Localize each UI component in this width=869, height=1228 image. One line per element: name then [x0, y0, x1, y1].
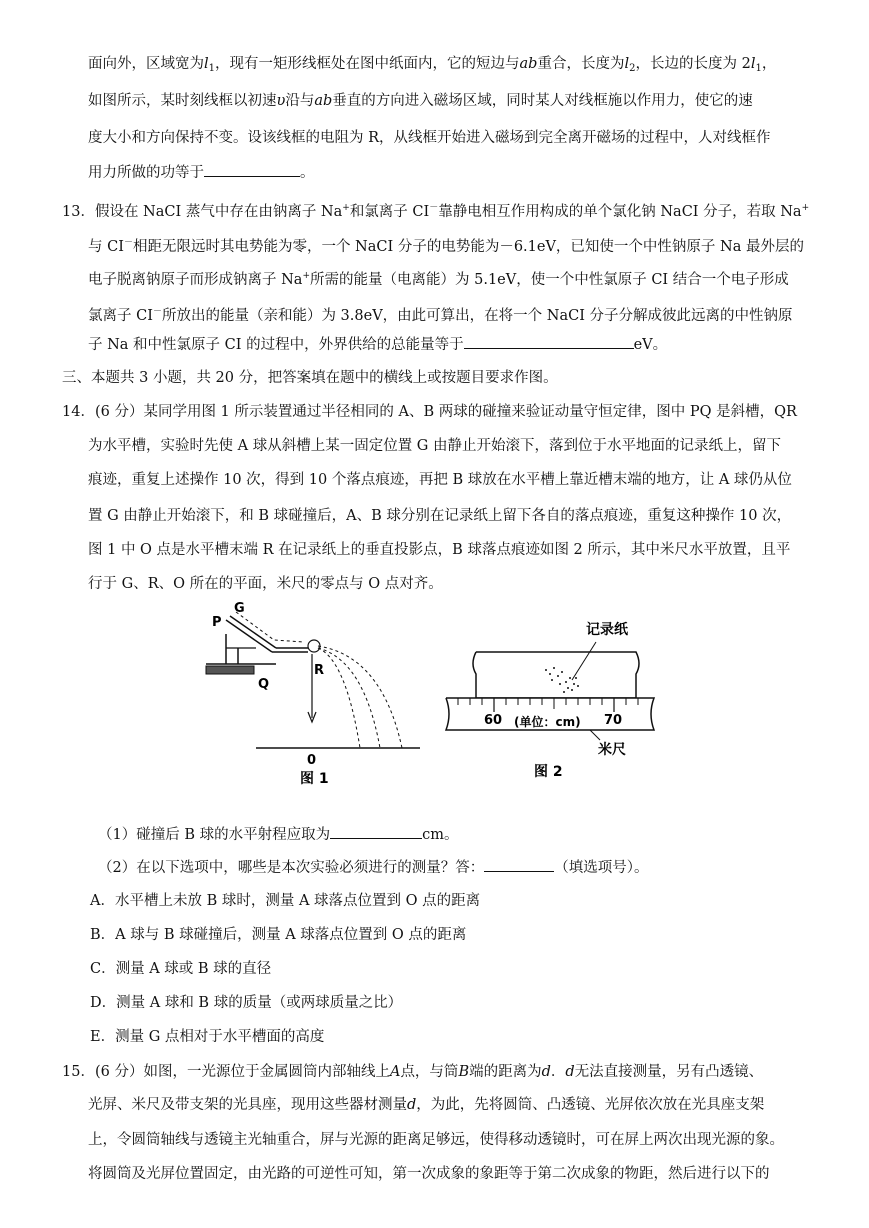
- superscript: －: [429, 203, 439, 213]
- option-a: A．水平槽上未放 B 球时，测量 A 球落点位置到 O 点的距离: [90, 893, 481, 909]
- p13-line-4: [88, 302, 793, 326]
- label-ruler: 米尺: [598, 742, 626, 758]
- text: （2）在以下选项中，哪些是本次实验必须进行的测量？答：: [98, 860, 485, 876]
- text: 如图所示，某时刻线框以初速: [88, 93, 277, 109]
- text: 靠静电相互作用构成的单个氯化钠 NaCI 分子，若取 Na: [438, 204, 802, 220]
- symbol-v: υ: [276, 93, 286, 109]
- symbol-l: l: [750, 56, 756, 72]
- option-b: B．A 球与 B 球碰撞后，测量 A 球落点位置到 O 点的距离: [90, 927, 467, 943]
- text: 子 Na 和中性氯原子 CI 的过程中，外界供给的总能量等于: [88, 337, 464, 353]
- p13-line-5: [88, 334, 667, 355]
- text: 电子脱离钠原子而形成钠离子 Na: [88, 272, 303, 288]
- record-paper: [473, 652, 639, 698]
- text: ，长边的长度为 2: [635, 56, 751, 72]
- text: 光屏、米尺及带支架的光具座，现用这些器材测量: [88, 1097, 407, 1113]
- figure-1-caption: 图 1: [300, 771, 329, 787]
- symbol-a: A: [389, 1064, 401, 1080]
- p15-line-1: [62, 1062, 763, 1082]
- text: 相距无限远时其电势能为零，一个 NaCI 分子的电势能为－6.1eV，已知使一个中性钠原子 Na 最外层的: [132, 239, 804, 255]
- text: 面向外，区域宽为: [88, 56, 204, 72]
- symbol-l: l: [204, 56, 209, 72]
- text: 15．(6 分）如图，一光源位于金属圆筒内部轴线上: [62, 1064, 390, 1080]
- text: eV。: [633, 337, 668, 353]
- text: 点，与筒: [400, 1064, 459, 1080]
- tick-label-70: 70: [604, 713, 623, 728]
- p14-line-3: 痕迹，重复上述操作 10 次，得到 10 个落点痕迹，再把 B 球放在水平槽上靠近槽末端的地方，让 A 球仍从位: [88, 472, 792, 488]
- symbol-b: B: [458, 1064, 470, 1080]
- subscript: 1: [208, 63, 216, 74]
- incline-track: [226, 620, 272, 652]
- trajectory: [318, 648, 360, 748]
- subscript: 2: [629, 63, 636, 74]
- p15-line-2: [88, 1095, 764, 1115]
- text: 重合，长度为: [537, 56, 625, 72]
- p12-line-4: [88, 162, 315, 183]
- p14-line-2: 为水平槽，实验时先使 A 球从斜槽上某一固定位置 G 由静止开始滚下，落到位于水平地面的记录纸上，留下: [88, 438, 781, 454]
- symbol-l: l: [624, 56, 630, 72]
- text: 垂直的方向进入磁场区域，同时某人对线框施以作用力，使它的速: [332, 93, 753, 109]
- p14-question-1: [98, 824, 458, 845]
- p14-line-5: 图 1 中 O 点是水平槽末端 R 在记录纸上的垂直投影点，B 球落点痕迹如图 2 所示，其中米尺水平放置，且平: [88, 542, 791, 558]
- text: 。: [300, 165, 315, 181]
- subscript: 1: [755, 63, 762, 74]
- superscript: +: [302, 271, 310, 281]
- p15-line-4: 将圆筒及光屏位置固定，由光路的可逆性可知，第一次成象的象距等于第二次成象的物距，然后进行以下的: [88, 1166, 770, 1182]
- text: 所需的能量（电离能）为 5.1eV，使一个中性氯原子 CI 结合一个电子形成: [310, 272, 789, 288]
- trajectory: [318, 646, 402, 748]
- symbol-d: d: [407, 1097, 417, 1113]
- label-r: R: [314, 663, 325, 678]
- tick-label-60: 60: [484, 713, 503, 728]
- p13-line-3: [88, 266, 789, 290]
- symbol-ab: ab: [519, 56, 538, 72]
- label-o: 0: [307, 753, 317, 768]
- figure-1-apparatus: [196, 600, 426, 790]
- figure-2-ruler: [440, 612, 662, 784]
- label-g: G: [234, 601, 245, 616]
- incline-track: [230, 616, 276, 648]
- text: 无法直接测量，另有凸透镜、: [574, 1064, 764, 1080]
- answer-blank-13[interactable]: [464, 334, 634, 349]
- superscript: －: [152, 307, 162, 317]
- answer-blank-14-1[interactable]: [330, 824, 422, 839]
- p13-line-1: [62, 198, 809, 222]
- label-record-paper: 记录纸: [586, 622, 628, 638]
- section-3-heading: 三、本题共 3 小题，共 20 分，把答案填在题中的横线上或按题目要求作图。: [62, 370, 558, 386]
- text: （1）碰撞后 B 球的水平射程应取为: [98, 827, 331, 843]
- option-d: D．测量 A 球和 B 球的质量（或两球质量之比）: [90, 995, 403, 1011]
- text: 和氯离子 CI: [349, 204, 430, 220]
- text: 所放出的能量（亲和能）为 3.8eV，由此可算出，在将一个 NaCI 分子分解成彼此远离的中性钠原: [161, 308, 793, 324]
- answer-blank-12[interactable]: [204, 162, 300, 177]
- text: ，为此，先将圆筒、凸透镜、光屏依次放在光具座支架: [416, 1097, 765, 1113]
- p14-line-1: 14．(6 分）某同学用图 1 所示装置通过半径相同的 A、B 两球的碰撞来验证动量守恒定律，图中 PQ 是斜槽，QR: [62, 404, 797, 420]
- p12-line-1: 面向外，区域宽为$l_1$，现有一矩形线框处在图中纸面内，它的短边与ab重合，长度为$l_2$，长边的长度为 $2l_1$，: [88, 56, 777, 74]
- p13-line-2: [88, 233, 804, 257]
- superscript: +: [342, 203, 350, 213]
- text: （填选项号）。: [554, 860, 649, 876]
- text: cm。: [422, 827, 459, 843]
- label-p: P: [212, 615, 222, 630]
- p14-line-4: 置 G 由静止开始滚下，和 B 球碰撞后，A、B 球分别在记录纸上留下各自的落点痕迹，重复这种操作 10 次，: [88, 508, 792, 524]
- p14-question-2: [98, 857, 648, 878]
- symbol-d: d: [565, 1064, 575, 1080]
- superscript: －: [123, 238, 133, 248]
- p15-line-3: 上，令圆筒轴线与透镜主光轴重合，屏与光源的距离足够远，使得移动透镜时，可在屏上两次出现光源的象。: [88, 1132, 784, 1148]
- p12-line-2: [88, 91, 753, 111]
- text: 氯离子 CI: [88, 308, 153, 324]
- p12-line-3: 度大小和方向保持不变。设该线框的电阻为 R，从线框开始进入磁场到完全离开磁场的过程中，人对线框作: [88, 130, 771, 146]
- answer-blank-14-2[interactable]: [484, 857, 554, 872]
- text: 与 CI: [88, 239, 124, 255]
- superscript: +: [801, 203, 810, 213]
- p14-line-6: 行于 G、R、O 所在的平面，米尺的零点与 O 点对齐。: [88, 576, 443, 592]
- unit-label: (单位：cm): [514, 715, 581, 729]
- leader-line: [590, 730, 600, 740]
- text: 用力所做的功等于: [88, 165, 204, 181]
- figure-2-caption: 图 2: [534, 764, 563, 780]
- option-e: E．测量 G 点相对于水平槽面的高度: [90, 1029, 325, 1045]
- text: 端的距离为: [469, 1064, 542, 1080]
- text: 沿与: [285, 93, 315, 109]
- label-q: Q: [258, 677, 270, 692]
- text: ，现有一矩形线框处在图中纸面内，它的短边与: [215, 56, 520, 72]
- text: 13．假设在 NaCI 蒸气中存在由钠离子 Na: [62, 204, 343, 220]
- option-c: C．测量 A 球或 B 球的直径: [90, 961, 272, 977]
- text: ．: [550, 1064, 566, 1080]
- symbol-d: d: [541, 1064, 551, 1080]
- table-base: [206, 666, 254, 674]
- symbol-ab: ab: [314, 93, 333, 109]
